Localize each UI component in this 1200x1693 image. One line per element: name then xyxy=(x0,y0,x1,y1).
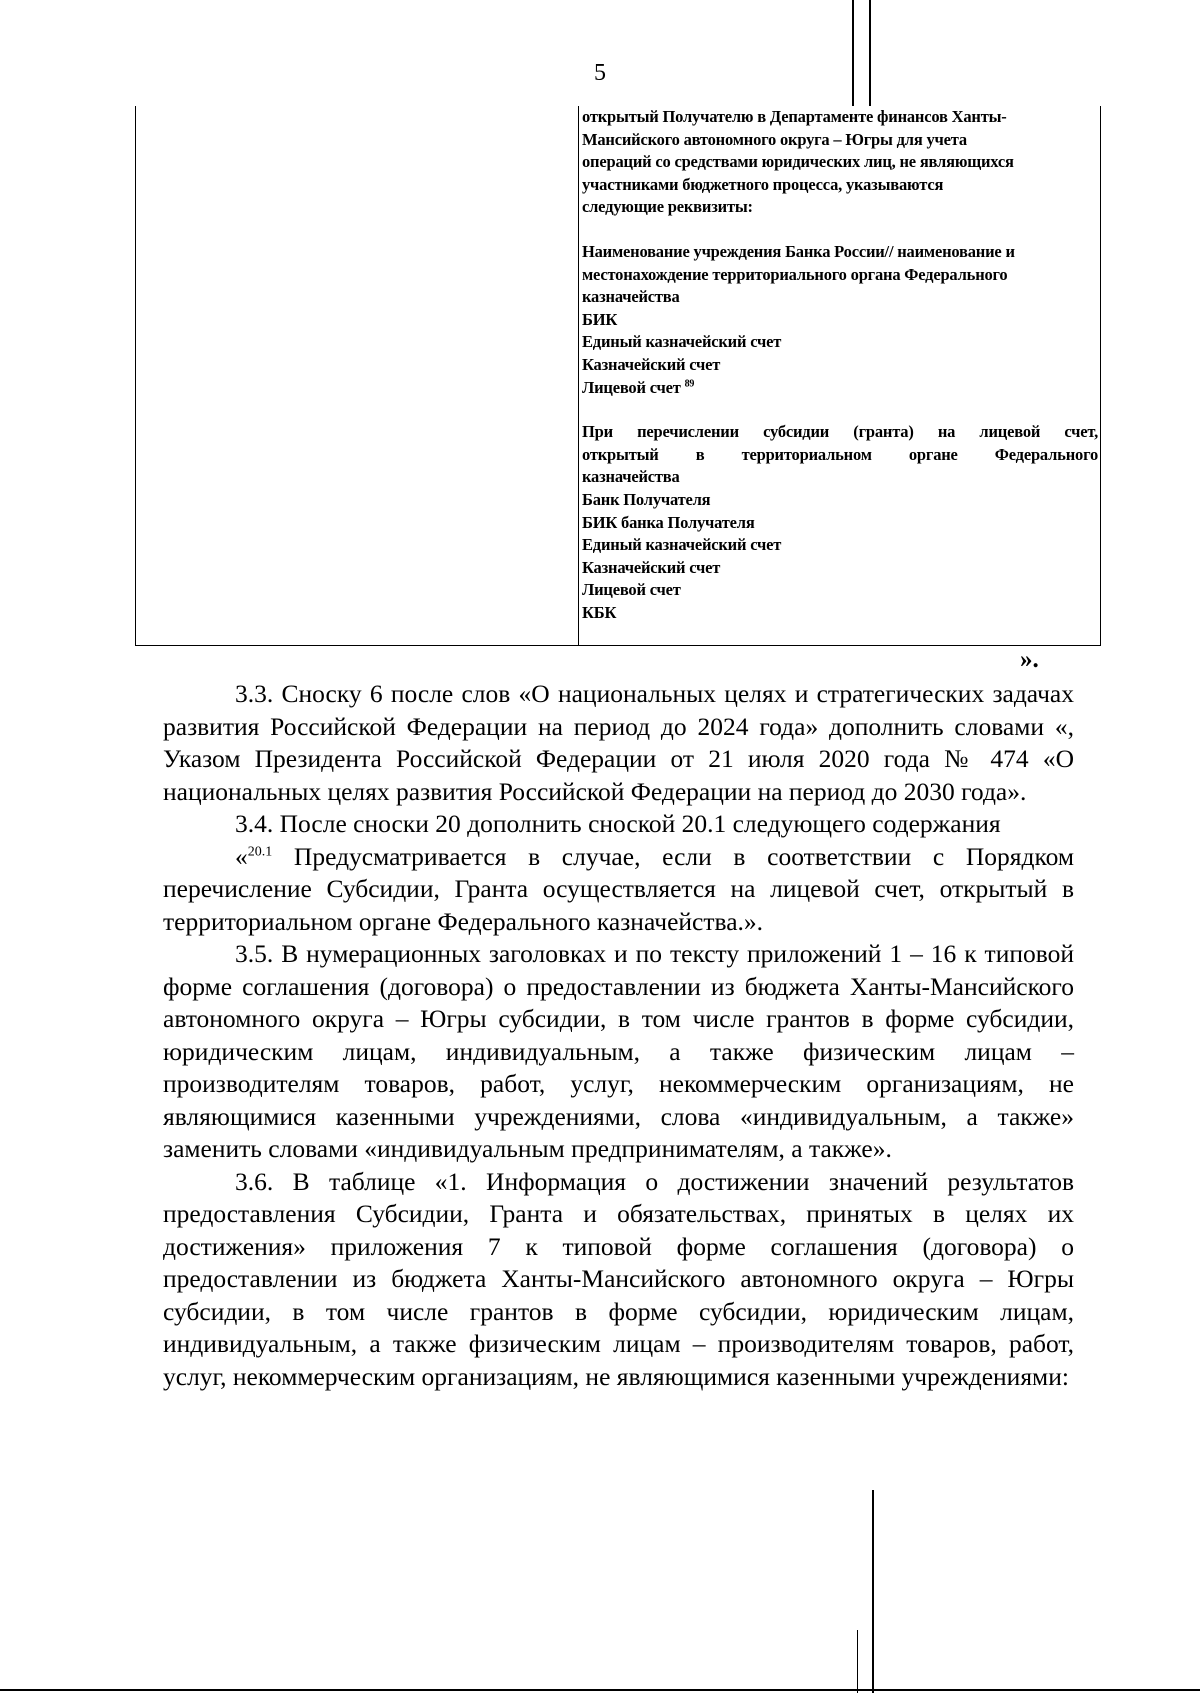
quote-open: « xyxy=(235,841,248,871)
requisites-recipient-line: Казначейский счет xyxy=(582,557,721,577)
requisites-recipient-line: БИК банка Получателя xyxy=(582,512,755,532)
closing-quote: ». xyxy=(1020,646,1039,673)
requisites-bik-line: БИК xyxy=(582,309,618,329)
scan-fold-line xyxy=(857,1630,858,1693)
requisites-transfer-line: открытый в территориальном органе Федерального xyxy=(582,444,1098,464)
requisites-intro-line: участниками бюджетного процесса, указываются xyxy=(582,174,944,194)
scan-fold-line xyxy=(869,0,871,106)
requisites-intro-line: Мансийского автономного округа – Югры для учета xyxy=(582,129,967,149)
requisites-treasury-account-line: Казначейский счет xyxy=(582,354,721,374)
table-column-divider xyxy=(578,106,579,645)
paragraph-footnote-20-1 xyxy=(163,841,1074,939)
paragraph-3-3: 3.3. Сноску 6 после слов «О национальных целях и стратегических задачах развития Российской Федерации на период до 2024 года» дополнить словами «, Указом Президента Российской Федерации от 21 июля 2020 года № 474 «О национальных целях развития Российской Федерации на период до 2030 года». xyxy=(163,679,1074,806)
footnote-20-1-text: Предусматривается в случае, если в соответствии с Порядком перечисление Субсидии, Гранта осуществляется на лицевой счет, открытый в территориальном органе Федерального казначейства.». xyxy=(163,841,1074,936)
paragraph-3-6: 3.6. В таблице «1. Информация о достижении значений результатов предоставления Субсидии, Гранта и обязательствах, принятых в целях их достижения» приложения 7 к типовой форме соглашения (договора) о предоставлении из бюджета Ханты-Мансийского автономного округа – Югры субсидии, в том числе грантов в форме субсидии, юридическим лицам, индивидуальным, а также физическим лицам – производителям товаров, работ, услуг, некоммерческим организациям, не являющимися казенными учреждениями: xyxy=(163,1166,1074,1391)
requisites-personal-account-line xyxy=(582,377,1098,400)
requisites-treasury-account-line: Единый казначейский счет xyxy=(582,332,782,352)
requisites-bank-line: казначейства xyxy=(582,287,680,307)
requisites-recipient-line: Лицевой счет xyxy=(582,580,681,600)
requisites-table xyxy=(135,106,1101,646)
footnote-ref-89: 89 xyxy=(684,378,695,390)
requisites-recipient-line: Единый казначейский счет xyxy=(582,535,782,555)
scan-fold-line xyxy=(872,1490,874,1693)
page-number: 5 xyxy=(594,60,606,86)
paragraph-3-5: 3.5. В нумерационных заголовках и по тексту приложений 1 – 16 к типовой форме соглашения (договора) о предоставлении из бюджета Ханты-Мансийского автономного округа – Югры субсидии, в том числе грантов в форме субсидии, юридическим лицам, индивидуальным, а также физическим лицам – производителям товаров, работ, услуг, некоммерческим организациям, не являющимися казенными учреждениями, слова «индивидуальным, а также» заменить словами «индивидуальным предпринимателям, а также». xyxy=(163,939,1074,1163)
scan-bottom-edge xyxy=(0,1689,1200,1691)
scan-fold-line xyxy=(852,0,854,106)
requisites-intro-line: открытый Получателю в Департаменте финансов Ханты- xyxy=(582,107,1007,126)
requisites-recipient-line: казначейства xyxy=(582,467,680,487)
requisites-intro-line: операций со средствами юридических лиц, не являющихся xyxy=(582,152,1014,172)
document-body xyxy=(163,678,1074,1393)
requisites-bank-line: местонахождение территориального органа Федерального xyxy=(582,264,1008,284)
requisites-intro-line: следующие реквизиты: xyxy=(582,197,753,217)
requisites-cell xyxy=(582,106,1098,624)
requisites-bank-line: Наименование учреждения Банка России// наименование и xyxy=(582,241,1015,261)
footnote-ref-20-1: 20.1 xyxy=(247,844,273,859)
personal-account-label: Лицевой счет xyxy=(582,377,681,397)
requisites-recipient-line: КБК xyxy=(582,602,617,622)
requisites-transfer-line: При перечислении субсидии (гранта) на лицевой счет, xyxy=(582,422,1098,442)
paragraph-3-4: 3.4. После сноски 20 дополнить сноской 20.1 следующего содержания xyxy=(235,809,1001,838)
requisites-recipient-line: Банк Получателя xyxy=(582,489,711,509)
